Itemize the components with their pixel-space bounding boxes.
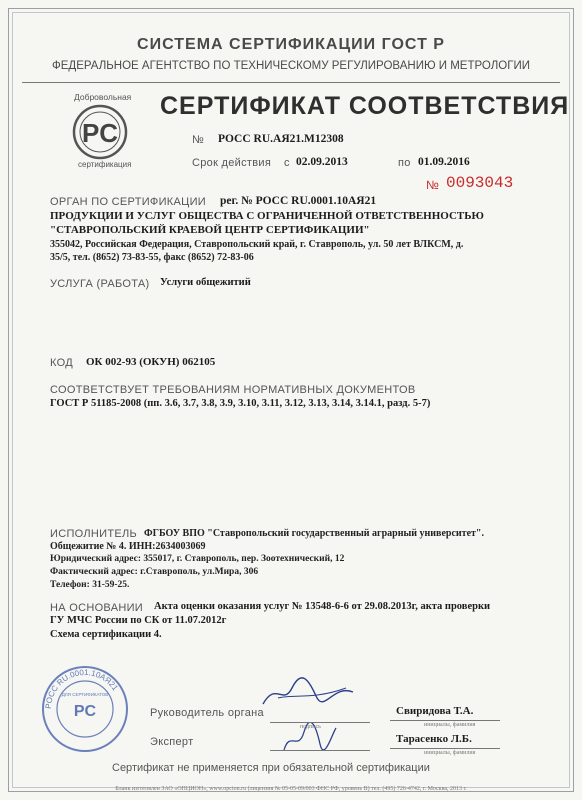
basis-label: НА ОСНОВАНИИ <box>50 602 144 614</box>
code-label: КОД <box>50 357 73 369</box>
organ-label: ОРГАН ПО СЕРТИФИКАЦИИ <box>50 196 206 208</box>
executor-line4: Телефон: 31-59-25. <box>50 580 130 590</box>
expert-sign-line <box>270 750 370 751</box>
validity-from: 02.09.2013 <box>296 156 348 168</box>
cert-number: РОСС RU.АЯ21.М12308 <box>218 133 344 145</box>
serial-label: № <box>426 178 439 192</box>
expert-name-line <box>390 748 500 749</box>
gost-r-logo <box>64 92 144 170</box>
conformity-label: СООТВЕТСТВУЕТ ТРЕБОВАНИЯМ НОРМАТИВНЫХ ДОКУМЕНТОВ <box>50 384 416 396</box>
certificate-title: СЕРТИФИКАТ СООТВЕТСТВИЯ <box>160 92 570 120</box>
stamp-letters: PC <box>73 703 97 720</box>
executor-line3: Фактический адрес: г.Ставрополь, ул.Мира, 306 <box>50 567 259 577</box>
expert-name: Тарасенко Л.Б. <box>396 733 472 745</box>
logo-letters: PC <box>81 118 119 148</box>
basis-line2: ГУ МЧС России по СК от 11.07.2012г <box>50 615 227 626</box>
system-title: СИСТЕМА СЕРТИФИКАЦИИ ГОСТ Р <box>137 36 445 53</box>
expert-name-caption: инициалы, фамилия <box>424 750 476 756</box>
agency-title: ФЕДЕРАЛЬНОЕ АГЕНТСТВО ПО ТЕХНИЧЕСКОМУ РЕГУЛИРОВАНИЮ И МЕТРОЛОГИИ <box>52 60 530 72</box>
basis-line3: Схема сертификации 4. <box>50 629 162 640</box>
code-value: ОК 002-93 (ОКУН) 062105 <box>86 356 216 368</box>
head-label: Руководитель органа <box>150 707 264 719</box>
service-label: УСЛУГА (РАБОТА) <box>50 278 150 290</box>
validity-to-label: по <box>398 157 411 169</box>
footer-note: Сертификат не применяется при обязательной сертификации <box>112 762 430 774</box>
organ-reg: рег. № РОСС RU.0001.10АЯ21 <box>220 195 377 207</box>
service-value: Услуги общежитий <box>160 277 251 288</box>
cert-number-label: № <box>192 134 205 146</box>
organ-line3: 355042, Российская Федерация, Ставропольский край, г. Ставрополь, ул. 50 лет ВЛКСМ, д. <box>50 239 464 250</box>
expert-label: Эксперт <box>150 736 194 748</box>
executor-line1: Общежитие № 4. ИНН:2634003069 <box>50 541 206 552</box>
executor-name: ФГБОУ ВПО "Ставропольский государственный аграрный университет". <box>144 528 484 539</box>
validity-label: Срок действия <box>192 157 272 169</box>
head-sign-line <box>270 722 370 723</box>
serial-number: 0093043 <box>446 174 514 192</box>
stamp-ring-text: РОСС RU.0001.10АЯ21 <box>43 667 120 710</box>
executor-label: ИСПОЛНИТЕЛЬ <box>50 528 138 540</box>
header-divider <box>22 82 560 83</box>
head-signature <box>258 676 358 712</box>
executor-line2: Юридический адрес: 355017, г. Ставрополь, пер. Зоотехнический, 12 <box>50 554 345 564</box>
organ-line1: ПРОДУКЦИИ И УСЛУГ ОБЩЕСТВА С ОГРАНИЧЕННОЙ ОТВЕТСТВЕННОСТЬЮ <box>50 210 484 222</box>
logo-top-text: Добровольная <box>74 92 132 102</box>
organ-line2: "СТАВРОПОЛЬСКИЙ КРАЕВОЙ ЦЕНТР СЕРТИФИКАЦИИ" <box>50 224 370 236</box>
organ-line4: 35/5, тел. (8652) 73-83-55, факс (8652) 72-83-06 <box>50 252 254 263</box>
basis-line1: Акта оценки оказания услуг № 13548-6-6 от 29.08.2013г, акта проверки <box>154 601 491 612</box>
head-name-line <box>390 720 500 721</box>
head-name-caption: инициалы, фамилия <box>424 722 476 728</box>
round-stamp <box>40 664 130 754</box>
conformity-value: ГОСТ Р 51185-2008 (пп. 3.6, 3.7, 3.8, 3.9, 3.10, 3.11, 3.12, 3.13, 3.14, 3.14.1, разд. 5-7) <box>50 398 431 409</box>
print-info: Бланк изготовлен ЗАО «ОПЦИОН», www.opcion.ru (лицензия № 05-05-09/003 ФНС РФ, уровень В) тел. (495) 726-4742, г. Москва, 2013 г. <box>115 786 467 792</box>
validity-to: 01.09.2016 <box>418 156 470 168</box>
stamp-top-text: ДЛЯ СЕРТИФИКАТОВ <box>61 692 109 697</box>
logo-bottom-text: сертификация <box>78 160 132 169</box>
validity-from-label: с <box>284 157 290 169</box>
head-sign-caption: подпись <box>300 724 321 730</box>
head-name: Свиридова Т.А. <box>396 705 474 717</box>
